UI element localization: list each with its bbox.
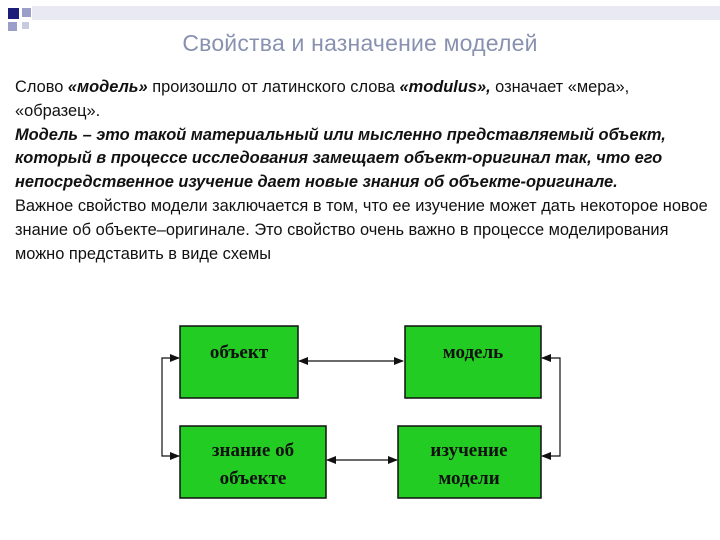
node-knowledge-label-line1: знание об bbox=[211, 440, 295, 461]
node-study-label-line2: модели bbox=[438, 468, 500, 489]
arrow-object-knowledge bbox=[162, 358, 179, 456]
text-run: Слово bbox=[15, 78, 68, 96]
text-run: произошло от латинского слова bbox=[147, 78, 400, 96]
slide-title: Свойства и назначение моделей bbox=[182, 30, 538, 56]
paragraph-property: Важное свойство модели заключается в том, что ее изучение может дать некоторое новое знание об объекте–оригинале. Это свойство очень важно в процессе моделирования можно представить в виде схемы bbox=[15, 196, 708, 263]
arrow-model-study bbox=[542, 358, 560, 456]
text-run: означает «мера», «образец». bbox=[15, 78, 630, 120]
paragraph-definition: Модель – это такой материальный или мысленно представляемый объект, который в процессе исследования замещает объект-оригинал так, что его непосредственное изучение дает новые знания об объекте-оригинале. bbox=[15, 125, 666, 192]
term-modulus: «modulus», bbox=[399, 78, 491, 96]
node-knowledge-label-line2: объекте bbox=[219, 468, 287, 489]
node-study-label-line1: изучение bbox=[430, 440, 508, 461]
node-model-label: модель bbox=[442, 342, 504, 363]
node-object-label: объект bbox=[209, 342, 269, 363]
term-model: «модель» bbox=[67, 78, 148, 96]
